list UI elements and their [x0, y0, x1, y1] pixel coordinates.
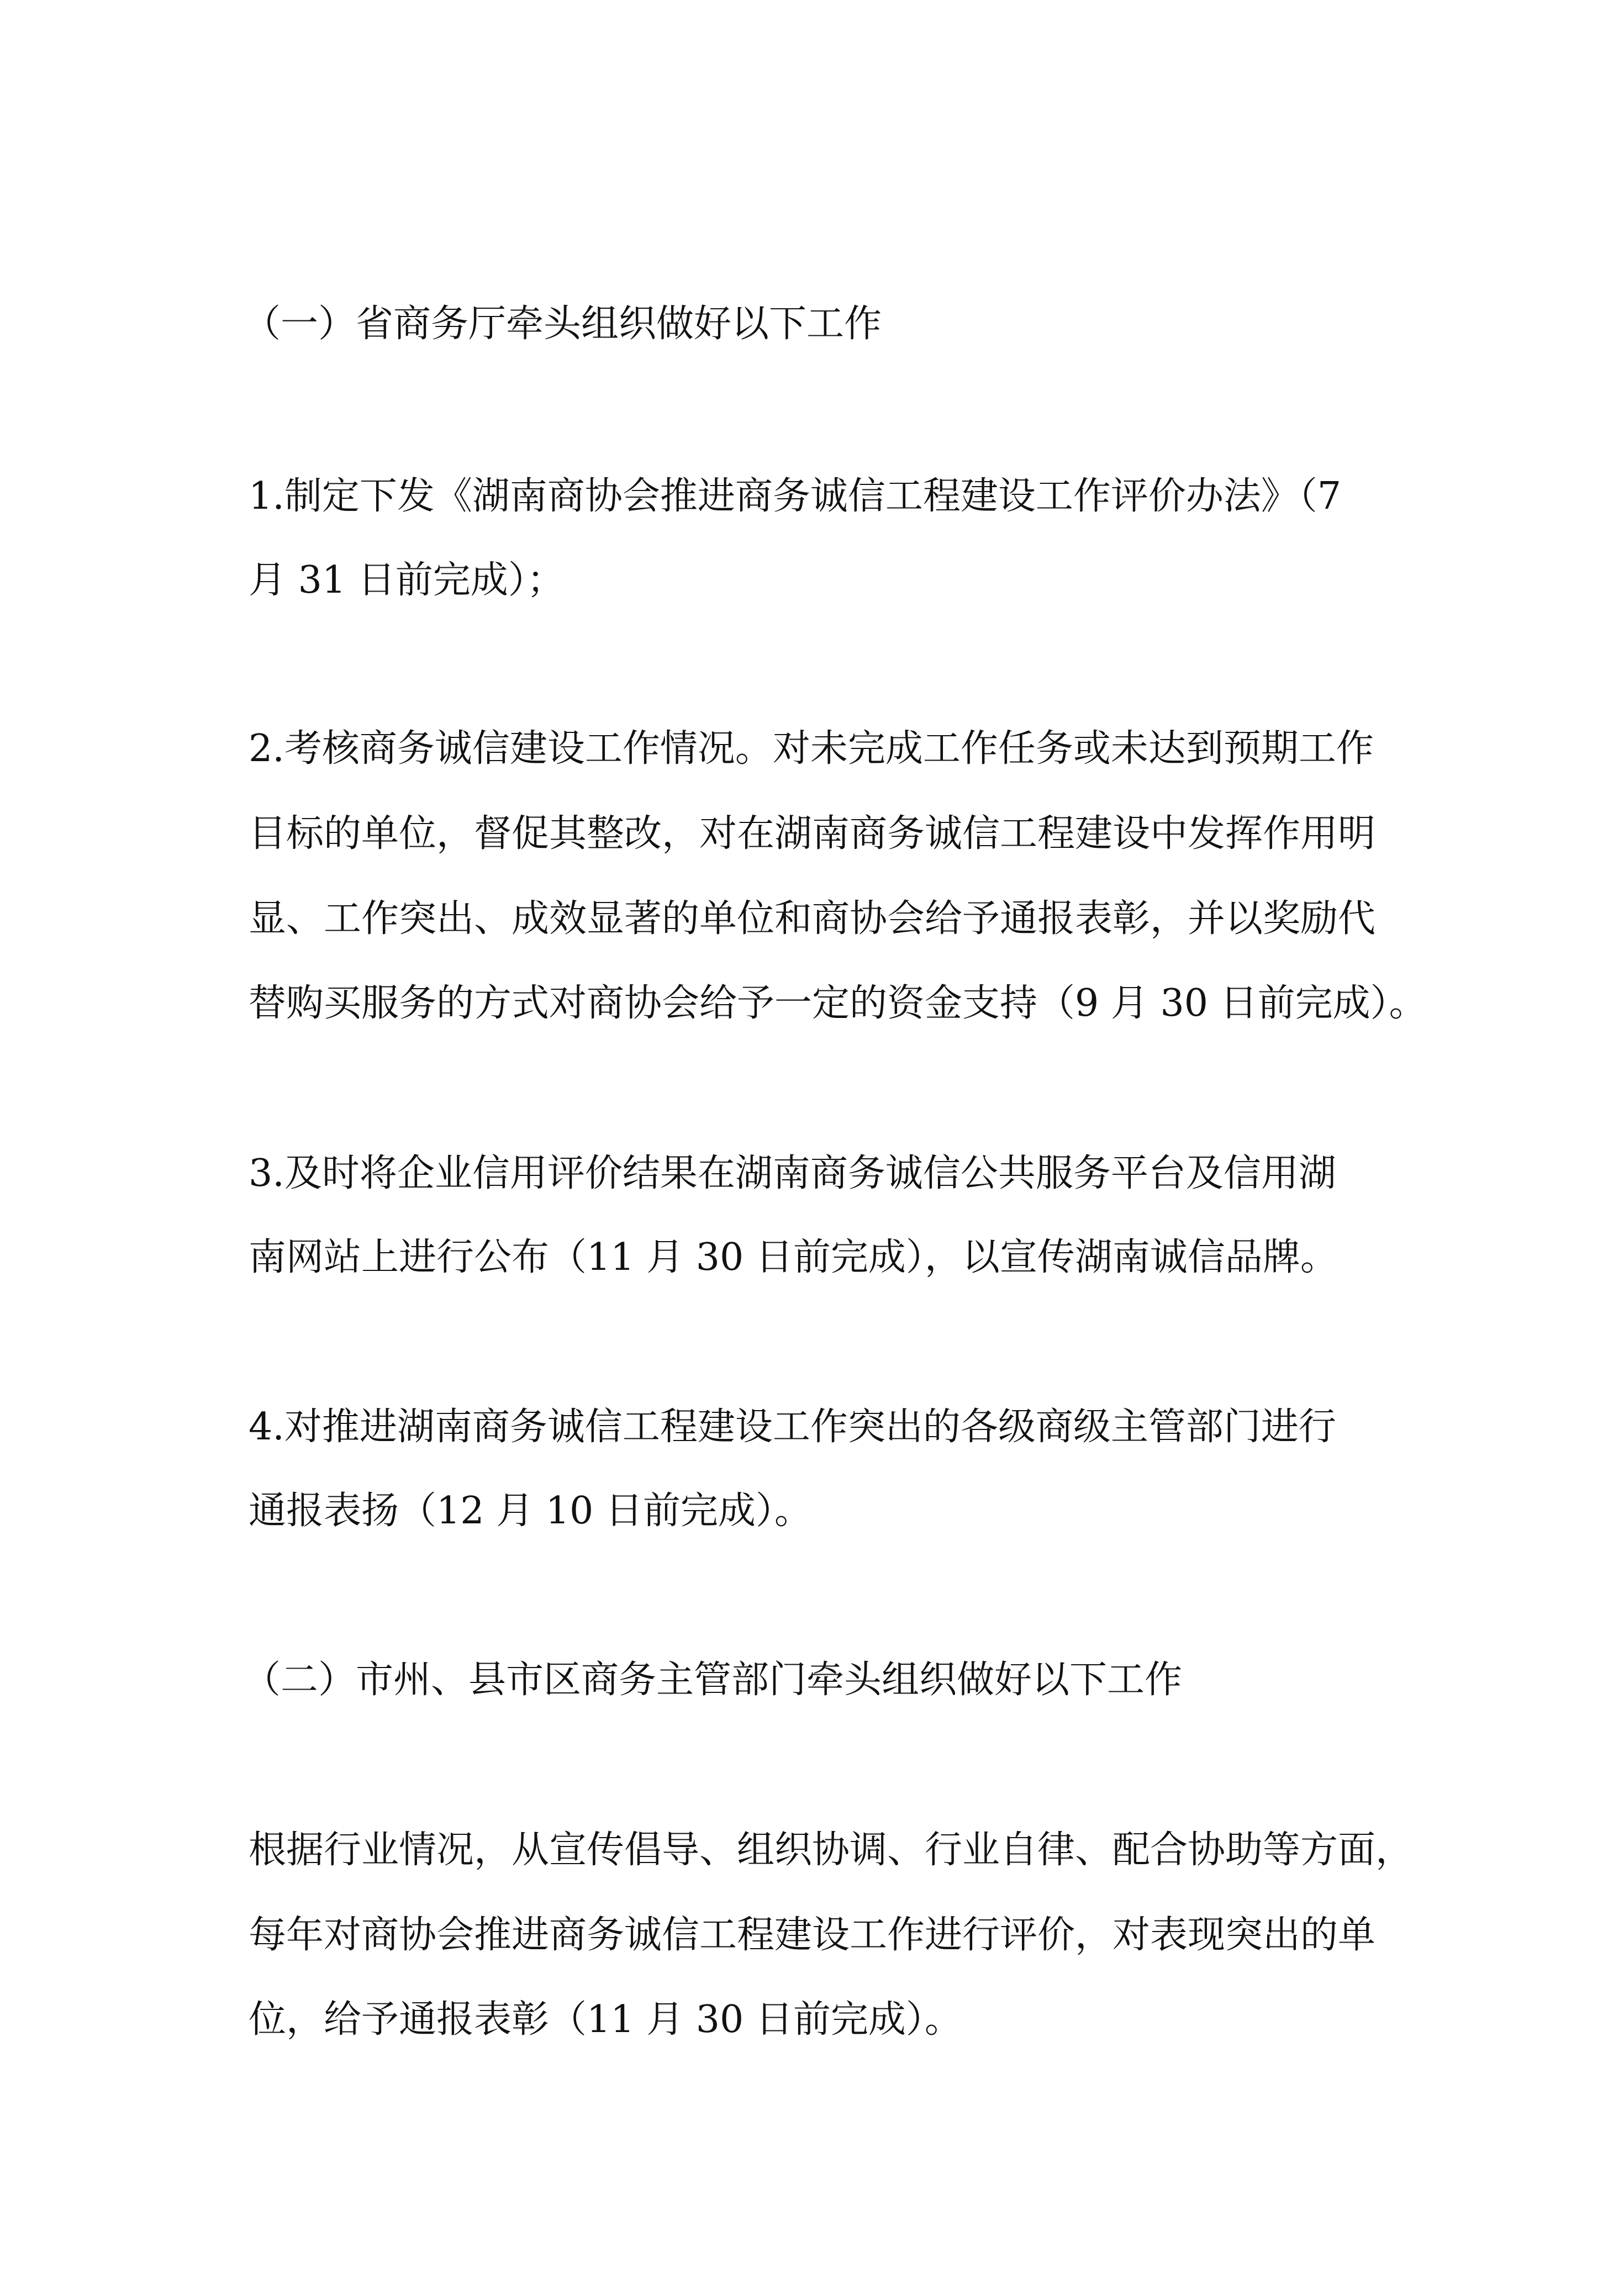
item4-line2: 通报表扬（12 月 10 日前完成）。 — [249, 1489, 812, 1533]
section2-body-line3: 位，给予通报表彰（11 月 30 日前完成）。 — [249, 1998, 962, 2041]
section1-heading: （一）省商务厅牵头组织做好以下工作 — [243, 302, 882, 346]
item3-line2: 南网站上进行公布（11 月 30 日前完成），以宣传湖南诚信品牌。 — [249, 1236, 1338, 1279]
item1-line2: 月 31 日前完成）； — [249, 558, 565, 602]
item2-line4: 替购买服务的方式对商协会给予一定的资金支持（9 月 30 日前完成）。 — [249, 982, 1427, 1025]
section2-heading: （二）市州、县市区商务主管部门牵头组织做好以下工作 — [243, 1658, 1183, 1702]
item4-line1: 4.对推进湖南商务诚信工程建设工作突出的各级商级主管部门进行 — [249, 1405, 1336, 1449]
item3-line1: 3.及时将企业信用评价结果在湖南商务诚信公共服务平台及信用湖 — [249, 1152, 1336, 1195]
item2-line3: 显、工作突出、成效显著的单位和商协会给予通报表彰，并以奖励代 — [249, 897, 1376, 941]
section2-body-line1: 根据行业情况，从宣传倡导、组织协调、行业自律、配合协助等方面， — [249, 1828, 1414, 1872]
section2-body-line2: 每年对商协会推进商务诚信工程建设工作进行评价，对表现突出的单 — [249, 1913, 1376, 1957]
item2-line1: 2.考核商务诚信建设工作情况。对未完成工作任务或未达到预期工作 — [249, 727, 1374, 771]
item2-line2: 目标的单位，督促其整改，对在湖南商务诚信工程建设中发挥作用明 — [249, 812, 1376, 856]
item1-line1: 1.制定下发《湖南商协会推进商务诚信工程建设工作评价办法》（7 — [249, 474, 1342, 518]
